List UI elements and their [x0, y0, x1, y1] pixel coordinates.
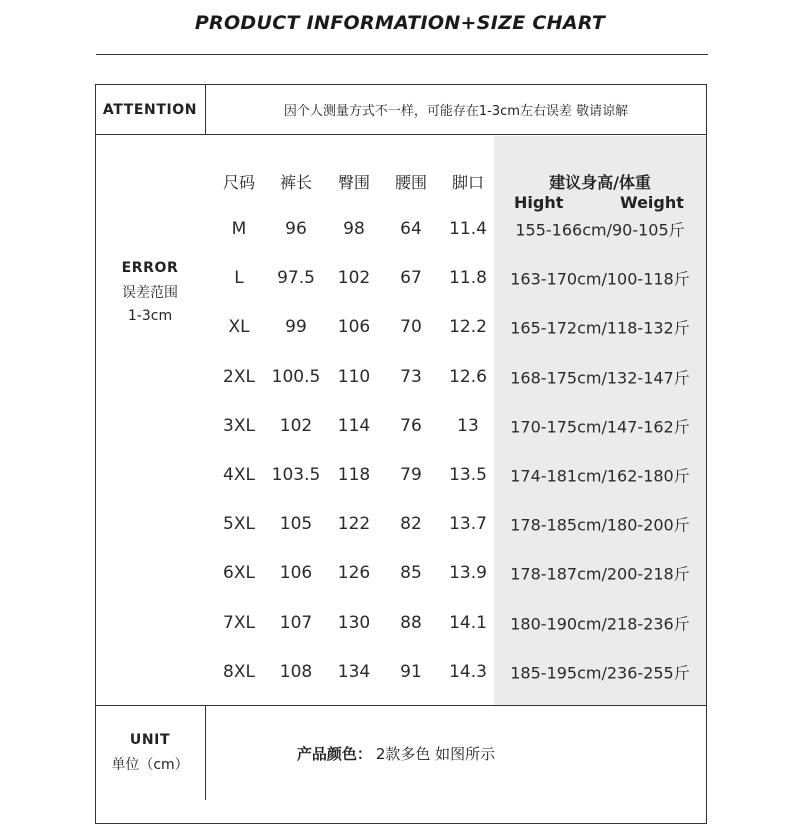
cell-length: 97.5: [277, 268, 315, 289]
cell-length: 100.5: [271, 366, 321, 387]
error-label: ERROR: [121, 260, 179, 276]
cell-waist: 91: [400, 661, 422, 682]
cell-hem: 11.8: [449, 268, 487, 289]
cell-hip: 102: [337, 268, 371, 289]
cell-hip: 114: [337, 415, 371, 436]
cell-size: 2XL: [223, 366, 255, 387]
cell-recommend: 155-166cm/90-105斤: [515, 220, 685, 240]
attention-label-cell: [95, 102, 205, 118]
cell-size: 4XL: [223, 465, 255, 485]
cell-waist: 79: [400, 465, 422, 485]
cell-waist: 70: [400, 317, 422, 338]
cell-recommend: 168-175cm/132-147斤: [510, 368, 690, 388]
cell-recommend: 174-181cm/162-180斤: [510, 466, 690, 486]
cell-hip: 130: [337, 612, 371, 633]
cell-recommend: 170-175cm/147-162斤: [510, 417, 690, 437]
unit-label: UNIT: [129, 732, 171, 748]
cell-waist: 88: [400, 612, 422, 633]
cell-size: 5XL: [223, 514, 255, 535]
cell-length: 105: [279, 514, 313, 535]
cell-waist: 76: [400, 415, 422, 436]
cell-hem: 13: [457, 415, 479, 436]
cell-size: 3XL: [223, 415, 255, 436]
attention-text: 因个人测量方式不一样，可能存在1-3cm左右误差 敬请谅解: [283, 103, 629, 119]
cell-length: 106: [279, 563, 313, 584]
cell-waist: 82: [400, 514, 422, 535]
cell-hip: 134: [337, 661, 371, 682]
cell-waist: 73: [400, 366, 422, 387]
header-hip: 臀围: [337, 173, 370, 192]
cell-waist: 85: [400, 563, 422, 584]
cell-hip: 118: [337, 465, 371, 485]
unit-label-cn: 单位（cm）: [111, 757, 189, 773]
header-hem: 脚口: [451, 173, 484, 192]
cell-hem: 13.7: [449, 514, 487, 535]
error-range: 1-3cm: [127, 308, 173, 324]
cell-waist: 67: [400, 268, 422, 289]
header-weight: Weight: [620, 193, 684, 212]
cell-size: 6XL: [223, 563, 255, 584]
cell-length: 108: [279, 661, 313, 682]
error-label-cn: 误差范围: [122, 285, 178, 301]
cell-hip: 110: [337, 366, 371, 387]
cell-hem: 11.4: [449, 219, 487, 239]
cell-recommend: 180-190cm/218-236斤: [510, 614, 690, 634]
cell-recommend: 185-195cm/236-255斤: [510, 663, 690, 683]
cell-hem: 14.3: [449, 661, 487, 682]
cell-recommend: 163-170cm/100-118斤: [510, 269, 690, 289]
cell-length: 96: [285, 219, 307, 239]
product-color-value: 2款多色 如图所示: [375, 744, 496, 763]
product-color-line: [206, 706, 586, 800]
attention-label: ATTENTION: [102, 102, 198, 118]
header-size: 尺码: [222, 173, 255, 192]
cell-length: 103.5: [271, 465, 321, 485]
cell-size: XL: [228, 317, 250, 338]
cell-size: M: [231, 219, 247, 239]
cell-recommend: 178-185cm/180-200斤: [510, 515, 690, 535]
cell-hip: 122: [337, 514, 371, 535]
header-length: 裤长: [279, 173, 312, 192]
cell-hem: 12.2: [449, 317, 487, 338]
cell-hem: 12.6: [449, 366, 487, 387]
cell-length: 107: [279, 612, 313, 633]
header-height: Hight: [514, 193, 564, 212]
cell-hem: 13.9: [449, 563, 487, 584]
page-title: PRODUCT INFORMATION+SIZE CHART: [194, 12, 606, 34]
cell-recommend: 165-172cm/118-132斤: [510, 318, 690, 338]
cell-length: 99: [285, 317, 307, 338]
cell-size: 7XL: [223, 612, 255, 633]
cell-waist: 64: [400, 219, 422, 239]
product-color-label: 产品颜色：: [296, 744, 372, 763]
unit-label-cell: [95, 732, 205, 774]
cell-hem: 14.1: [449, 612, 487, 633]
cell-size: 8XL: [223, 661, 255, 682]
cell-recommend: 178-187cm/200-218斤: [510, 564, 690, 584]
title-divider: [96, 54, 708, 55]
header-waist: 腰围: [394, 173, 427, 192]
row-divider-attention: [95, 134, 707, 135]
cell-hip: 106: [337, 317, 371, 338]
cell-hem: 13.5: [449, 465, 487, 485]
error-label-cell: [95, 260, 205, 324]
cell-length: 102: [279, 415, 313, 436]
cell-hip: 98: [343, 219, 365, 239]
cell-size: L: [234, 268, 244, 289]
cell-hip: 126: [337, 563, 371, 584]
header-recommend: 建议身高/体重: [549, 173, 651, 192]
